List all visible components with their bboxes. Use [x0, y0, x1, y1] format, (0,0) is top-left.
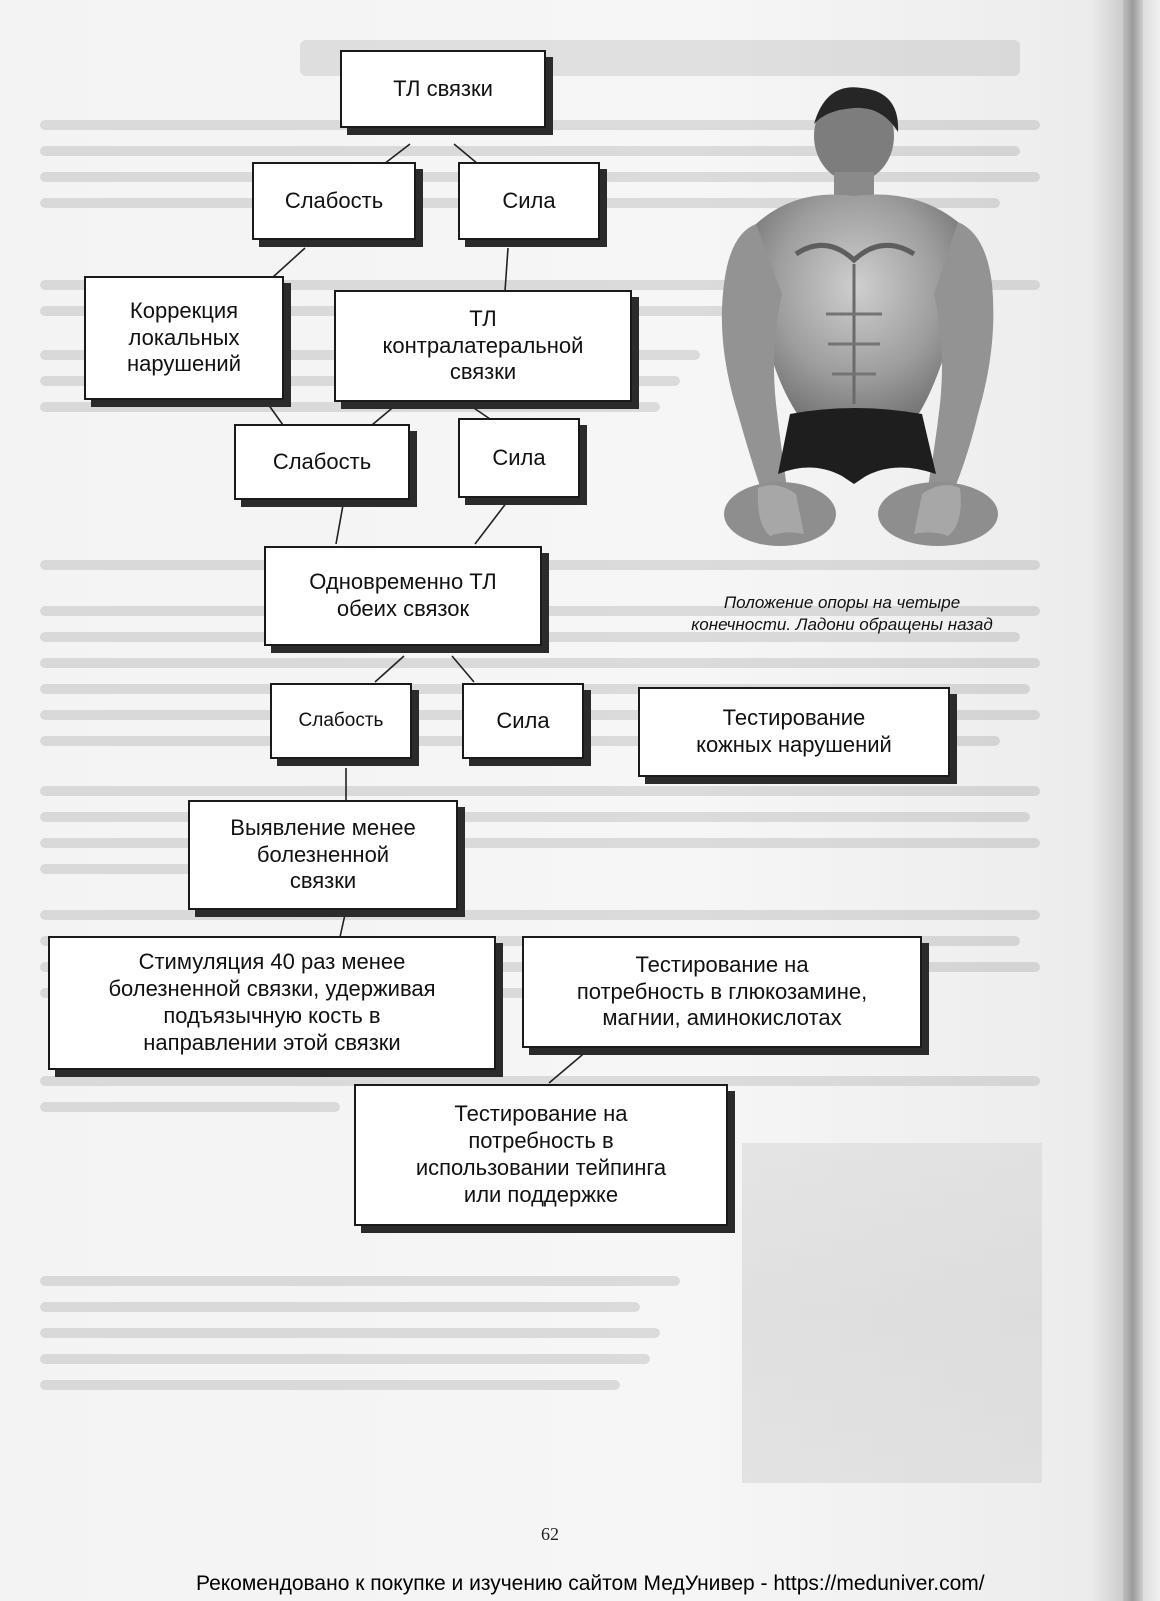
node-taping: Тестирование на потребность в использовании тейпинга или поддержке: [354, 1084, 728, 1226]
link-correction-weakness-2: [268, 404, 283, 425]
node-both-ligaments: Одновременно ТЛ обеих связок: [264, 546, 542, 646]
link-both-weakness-3: [375, 656, 404, 682]
figure-caption: Положение опоры на четыре конечности. Ладони обращены назад: [691, 593, 993, 635]
node-glucosamine: Тестирование на потребность в глюкозамине, магнии, аминокислотах: [522, 936, 922, 1048]
link-weakness-1-correction: [273, 248, 305, 277]
node-contralateral: ТЛ контралатеральной связки: [334, 290, 632, 402]
page-number: 62: [541, 1524, 559, 1544]
footer-recommendation: Рекомендовано к покупке и изучению сайтом МедУнивер - https://meduniver.com/: [196, 1572, 985, 1595]
link-glucosamine-taping: [549, 1050, 588, 1083]
link-contralateral-strength-2: [468, 404, 490, 419]
kneeling-man-photo: [686, 84, 1026, 552]
link-less-painful-stimulation: [340, 910, 346, 937]
link-strength-1-contralateral: [505, 248, 508, 291]
link-root-weakness-1: [384, 144, 410, 164]
link-both-strength-3: [452, 656, 474, 682]
node-weakness-2: Слабость: [234, 424, 410, 500]
node-skin-test: Тестирование кожных нарушений: [638, 687, 950, 777]
node-strength-3: Сила: [462, 683, 584, 759]
node-stimulation: Стимуляция 40 раз менее болезненной связки, удерживая подъязычную кость в направлении этой связки: [48, 936, 496, 1070]
node-root: ТЛ связки: [340, 50, 546, 128]
node-local-correction: Коррекция локальных нарушений: [84, 276, 284, 400]
node-less-painful: Выявление менее болезненной связки: [188, 800, 458, 910]
node-weakness-3: Слабость: [270, 683, 412, 759]
node-strength-2: Сила: [458, 418, 580, 498]
link-strength-2-both: [475, 502, 507, 544]
link-root-strength-1: [454, 144, 478, 164]
node-strength-1: Сила: [458, 162, 600, 240]
link-weakness-2-both: [336, 505, 343, 544]
node-weakness-1: Слабость: [252, 162, 416, 240]
link-contralateral-weakness-2: [372, 404, 397, 425]
